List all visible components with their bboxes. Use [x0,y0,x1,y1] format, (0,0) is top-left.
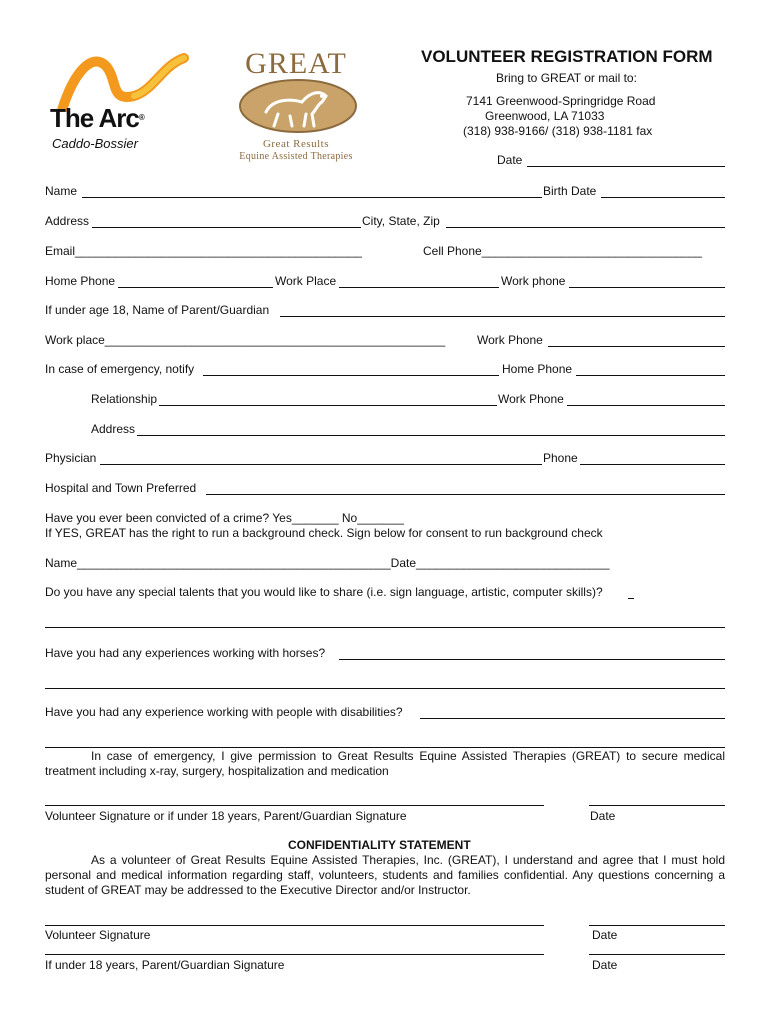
confidentiality-heading: CONFIDENTIALITY STATEMENT [288,838,471,852]
work-place-label: Work Place [275,274,337,288]
physician-field[interactable] [100,464,542,465]
parent-guardian-field[interactable] [280,316,725,317]
work-phone-label: Work phone [501,274,566,288]
parent-guardian-label: If under age 18, Name of Parent/Guardian [45,303,270,317]
header-date-field[interactable] [527,166,725,167]
volunteer-signature-field[interactable] [45,925,544,926]
consent-name-date-field[interactable]: Name_______________________________________________Date_____________________________ [45,556,610,570]
birth-date-label: Birth Date [543,184,597,198]
guardian-signature-label: If under 18 years, Parent/Guardian Signature [45,958,285,972]
volunteer-date-label: Date [592,928,618,942]
birth-date-field[interactable] [601,197,725,198]
background-check-text: If YES, GREAT has the right to run a background check. Sign below for consent to run background check [45,526,603,540]
great-line1: Great Results [262,138,330,150]
address-line1: 7141 Greenwood-Springridge Road [466,94,656,108]
guardian-date-label: Date [592,958,618,972]
emergency-notify-label: In case of emergency, notify [45,362,195,376]
emergency-address-label: Address [91,422,136,436]
guardian-signature-field[interactable] [45,954,544,955]
permission-signature-label: Volunteer Signature or if under 18 years, Parent/Guardian Signature [45,809,407,823]
emergency-notify-field[interactable] [203,375,499,376]
address-label: Address [45,214,90,228]
permission-date-label: Date [590,809,616,823]
phone-line: (318) 938-9166/ (318) 938-1181 fax [463,124,653,138]
guardian-work-phone-field[interactable] [548,346,725,347]
name-field[interactable] [82,197,542,198]
header-date-label: Date [497,153,523,167]
horses-question: Have you had any experiences working with horses? [45,646,326,660]
relationship-work-phone-field[interactable] [567,405,725,406]
relationship-work-phone-label: Work Phone [498,392,564,406]
home-phone-field[interactable] [118,287,273,288]
great-logo [222,48,382,166]
confidentiality-text: As a volunteer of Great Results Equine Assisted Therapies, Inc. (GREAT), I understand and agree that I must hold personal and medical information regarding staff, volunteers, students and families confidential. Any questions concerning a student of GREAT may be addressed to the Executive Director and/or Instructor. [45,853,725,897]
disabilities-field[interactable] [45,747,725,748]
great-word: GREAT [245,47,347,80]
crime-question[interactable]: Have you ever been convicted of a crime? Yes_______ No_______ [45,511,404,525]
emergency-home-phone-field[interactable] [576,375,725,376]
horses-field[interactable] [45,688,725,689]
talents-inline-field[interactable] [628,598,634,599]
guardian-work-place-field[interactable]: Work place___________________________________________________ [45,333,446,347]
arc-name: The Arc [50,103,139,133]
volunteer-signature-label: Volunteer Signature [45,928,151,942]
physician-label: Physician [45,451,97,465]
horses-inline-field[interactable] [339,659,725,660]
address-line2: Greenwood, LA 71033 [485,109,605,123]
relationship-label: Relationship [91,392,158,406]
bring-to-text: Bring to GREAT or mail to: [496,71,637,85]
home-phone-label: Home Phone [45,274,116,288]
address-field[interactable] [92,227,361,228]
city-state-zip-label: City, State, Zip [362,214,440,228]
emergency-permission-text: In case of emergency, I give permission to Great Results Equine Assisted Therapies (GREAT) to secure medical treatment including x-ray, surgery, hospitalization and medication [45,749,725,778]
talents-field[interactable] [45,627,725,628]
hospital-field[interactable] [206,494,725,495]
name-label: Name [45,184,78,198]
disabilities-question: Have you had any experience working with people with disabilities? [45,705,403,719]
guardian-date-field[interactable] [589,954,725,955]
great-line2: Equine Assisted Therapies [239,151,353,162]
disabilities-inline-field[interactable] [420,718,725,719]
guardian-work-phone-label: Work Phone [477,333,543,347]
volunteer-date-field[interactable] [589,925,725,926]
arc-logo [44,52,204,152]
arc-chapter: Caddo-Bossier [52,136,138,151]
emergency-home-phone-label: Home Phone [502,362,573,376]
permission-date-field[interactable] [589,805,725,806]
email-field[interactable]: Email___________________________________________ [45,244,362,258]
permission-signature-field[interactable] [45,805,544,806]
physician-phone-field[interactable] [580,464,725,465]
horse-icon [238,78,358,134]
city-state-zip-field[interactable] [446,227,725,228]
talents-question: Do you have any special talents that you would like to share (i.e. sign language, artistic, computer skills)? [45,585,603,599]
arc-trademark: ® [138,113,144,122]
form-title: VOLUNTEER REGISTRATION FORM [421,47,713,66]
relationship-field[interactable] [159,405,497,406]
work-phone-field[interactable] [569,287,725,288]
cell-phone-field[interactable]: Cell Phone_________________________________ [423,244,702,258]
emergency-address-field[interactable] [137,435,725,436]
hospital-label: Hospital and Town Preferred [45,481,197,495]
work-place-field[interactable] [339,287,499,288]
physician-phone-label: Phone [543,451,578,465]
